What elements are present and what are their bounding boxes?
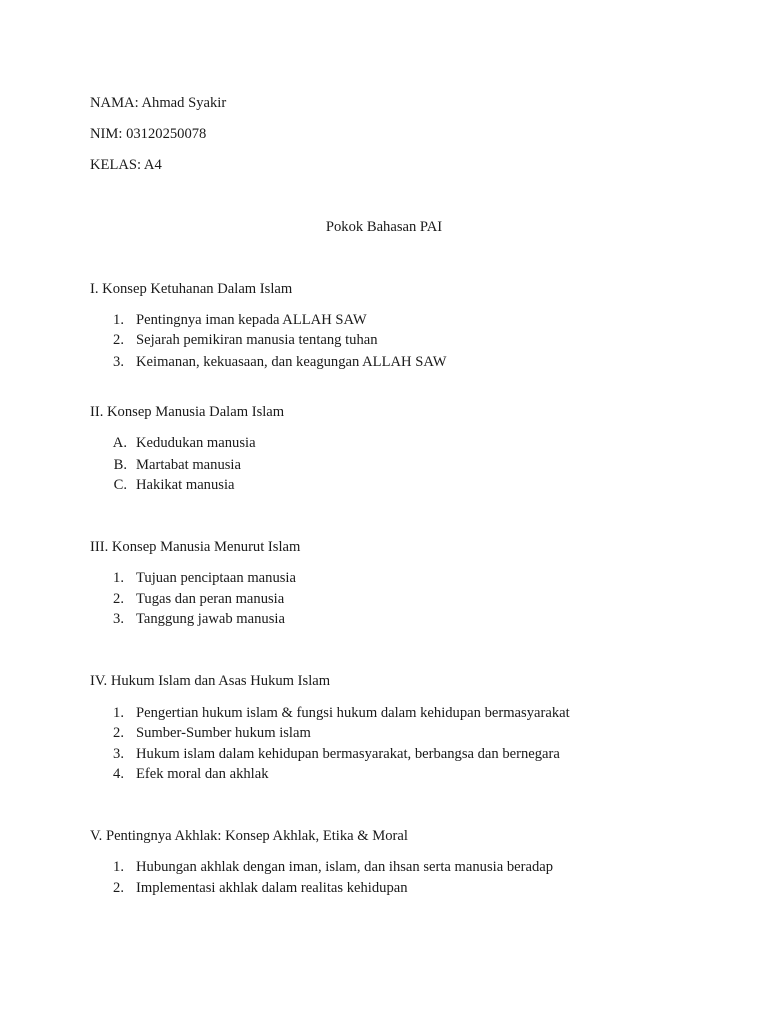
list-marker: 1. bbox=[113, 570, 124, 586]
list-item: Efek moral dan akhlak bbox=[136, 766, 269, 782]
list-marker: 1. bbox=[113, 312, 124, 328]
list-marker: 2. bbox=[113, 591, 124, 607]
student-nim: NIM: 03120250078 bbox=[90, 126, 207, 142]
list-item: Hakikat manusia bbox=[136, 477, 235, 493]
list-item: Kedudukan manusia bbox=[136, 435, 256, 451]
list-marker: 3. bbox=[113, 354, 124, 370]
list-item: Pentingnya iman kepada ALLAH SAW bbox=[136, 312, 367, 328]
list-item: Hubungan akhlak dengan iman, islam, dan ihsan serta manusia beradap bbox=[136, 859, 554, 875]
list-item: Martabat manusia bbox=[136, 457, 241, 473]
list-marker: 3. bbox=[113, 611, 124, 627]
list-item: Keimanan, kekuasaan, dan keagungan ALLAH SAW bbox=[136, 354, 447, 370]
section-heading-5: V. Pentingnya Akhlak: Konsep Akhlak, Etika & Moral bbox=[90, 828, 408, 844]
list-item: Implementasi akhlak dalam realitas kehidupan bbox=[136, 880, 408, 896]
section-heading-3: III. Konsep Manusia Menurut Islam bbox=[90, 539, 301, 555]
list-item: Tugas dan peran manusia bbox=[136, 591, 285, 607]
list-marker: B. bbox=[113, 457, 127, 473]
student-class: KELAS: A4 bbox=[90, 157, 162, 173]
list-item: Hukum islam dalam kehidupan bermasyarakat, berbangsa dan bernegara bbox=[136, 746, 560, 762]
section-heading-4: IV. Hukum Islam dan Asas Hukum Islam bbox=[90, 673, 331, 689]
list-item: Pengertian hukum islam & fungsi hukum dalam kehidupan bermasyarakat bbox=[136, 705, 570, 721]
student-name: NAMA: Ahmad Syakir bbox=[90, 95, 227, 111]
list-marker: C. bbox=[113, 477, 127, 493]
section-heading-2: II. Konsep Manusia Dalam Islam bbox=[90, 404, 285, 420]
list-marker: 1. bbox=[113, 859, 124, 875]
list-marker: 2. bbox=[113, 880, 124, 896]
list-marker: 1. bbox=[113, 705, 124, 721]
list-marker: 4. bbox=[113, 766, 124, 782]
section-heading-1: I. Konsep Ketuhanan Dalam Islam bbox=[90, 281, 293, 297]
list-item: Sejarah pemikiran manusia tentang tuhan bbox=[136, 332, 378, 348]
document-title: Pokok Bahasan PAI bbox=[325, 219, 443, 235]
list-item: Tanggung jawab manusia bbox=[136, 611, 285, 627]
list-marker: 3. bbox=[113, 746, 124, 762]
list-marker: 2. bbox=[113, 332, 124, 348]
list-item: Tujuan penciptaan manusia bbox=[136, 570, 296, 586]
list-marker: A. bbox=[112, 435, 127, 451]
list-item: Sumber-Sumber hukum islam bbox=[136, 725, 311, 741]
list-marker: 2. bbox=[113, 725, 124, 741]
